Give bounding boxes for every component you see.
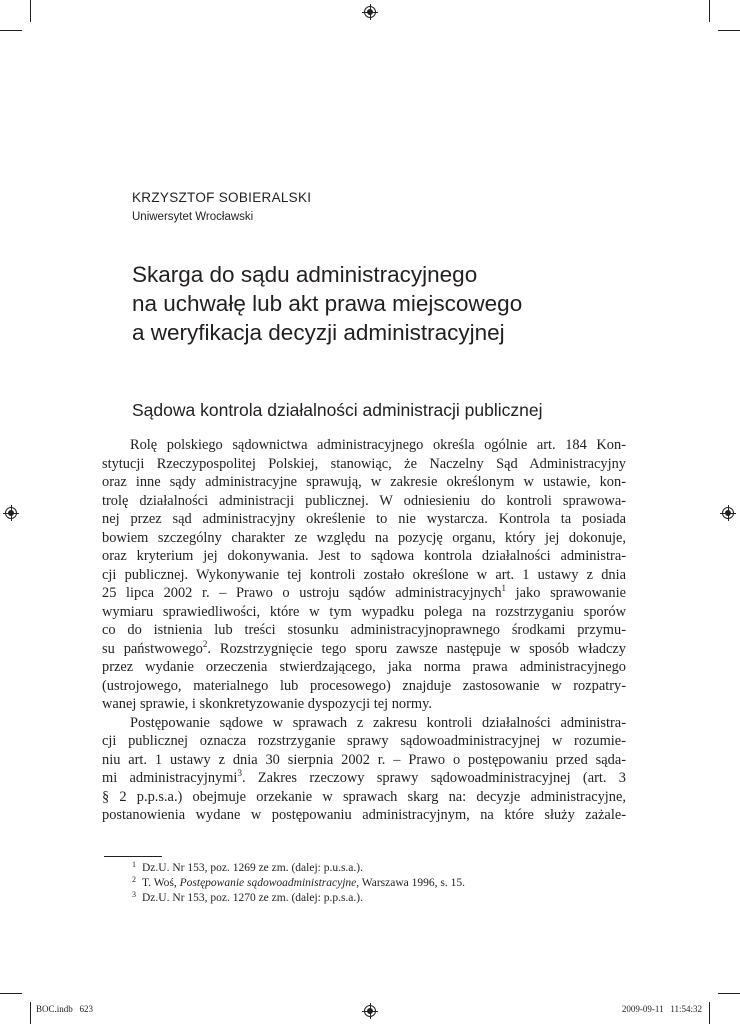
footnote-ref[interactable]: 2 bbox=[202, 638, 208, 649]
body-line: przez wydanie orzeczenia stwierdzającego, jaka norma prawa administracyjnego bbox=[102, 659, 626, 675]
body-line: (ustrojowego, materialnego lub procesowego) znajduje zastosowanie w rozpatry- bbox=[102, 677, 626, 694]
body-line: § 2 p.p.s.a.) obejmuje orzekanie w sprawach skarg na: decyzje administracyjne, bbox=[102, 788, 626, 805]
body-line: Postępowanie sądowe w sprawach z zakresu kontroli działalności administra- bbox=[130, 714, 626, 731]
article-title bbox=[132, 260, 522, 347]
title-line: a weryfikacja decyzji administracyjnej bbox=[132, 320, 505, 345]
slug-file: BOC.indb 623 bbox=[36, 1004, 94, 1014]
footnotes bbox=[132, 861, 465, 906]
body-line: postanowienia wydane w postępowaniu administracyjnym, na które służy zażale- bbox=[102, 807, 626, 823]
footnote bbox=[132, 876, 465, 891]
crop-mark bbox=[0, 30, 22, 31]
registration-mark-icon bbox=[722, 507, 734, 519]
body-line: wanej sprawie, i skonkretyzowanie dyspozycji tej normy. bbox=[102, 696, 432, 712]
title-line: na uchwałę lub akt prawa miejscowego bbox=[132, 291, 523, 316]
footnote-ref[interactable]: 3 bbox=[237, 768, 242, 778]
text-run: su państwowego bbox=[102, 640, 203, 657]
registration-mark-icon bbox=[364, 6, 376, 18]
footnote-text: Dz.U. Nr 153, poz. 1270 ze zm. (dalej: p.p.s.a.). bbox=[142, 892, 363, 904]
text-run: jako sprawowanie bbox=[506, 585, 626, 601]
author-name: KRZYSZTOF SOBIERALSKI bbox=[132, 190, 312, 205]
footnote-text: T. Woś, bbox=[142, 877, 180, 889]
text-run: mi administracyjnymi bbox=[102, 770, 238, 786]
footnote-ref[interactable]: 1 bbox=[501, 583, 507, 593]
text-run: . Rozstrzygnięcie tego sporu zawsze następuje w sposób władczy bbox=[207, 640, 626, 657]
body-line: Rolę polskiego sądownictwa administracyjnego określa ogólnie art. 184 Kon- bbox=[130, 437, 626, 453]
body-line: co do istnienia lub treści stosunku administracyjnoprawnego środkami przymu- bbox=[102, 622, 626, 638]
body-text bbox=[102, 436, 626, 825]
body-line bbox=[102, 640, 626, 659]
footnote-number: 3 bbox=[132, 890, 136, 899]
body-line: cji publicznej oznacza rozstrzyganie sprawy sądowoadministracyjnej w rozumie- bbox=[102, 733, 626, 749]
body-line: bowiem szczególny charakter ze względu na pozycję organu, który jej dokonuje, bbox=[102, 529, 626, 546]
crop-mark bbox=[0, 993, 22, 994]
crop-mark bbox=[30, 0, 31, 22]
footnote bbox=[132, 861, 465, 876]
footnote-number: 2 bbox=[132, 875, 136, 884]
body-line: oraz inne sądy administracyjne sprawują, w zakresie określonym w ustawie, kon- bbox=[102, 474, 626, 490]
text-run: 25 lipca 2002 r. – Prawo o ustroju sądów administracyjnych bbox=[102, 585, 502, 601]
footnote-book-title: Postępowanie sądowoadministracyjne, bbox=[179, 877, 360, 889]
body-line: cji publicznej. Wykonywanie tej kontroli zostało określone w art. 1 ustawy z dnia bbox=[102, 566, 626, 583]
body-line bbox=[102, 584, 626, 603]
footnote bbox=[132, 891, 465, 906]
body-line: oraz kryterium jej dokonywania. Jest to sądowa kontrola działalności administra- bbox=[102, 548, 626, 564]
body-line: nej przez sąd administracyjny określenie to nie wystarcza. Kontrola ta posiada bbox=[102, 511, 626, 527]
footnote-text: Dz.U. Nr 153, poz. 1269 ze zm. (dalej: p.u.s.a.). bbox=[142, 862, 363, 874]
author-affiliation: Uniwersytet Wrocławski bbox=[132, 211, 254, 223]
body-line bbox=[102, 769, 626, 788]
registration-mark-icon bbox=[5, 507, 17, 519]
slug-timestamp: 2009-09-11 11:54:32 bbox=[621, 1004, 702, 1014]
footnote-divider bbox=[104, 856, 162, 857]
crop-mark bbox=[709, 1002, 710, 1024]
crop-mark bbox=[30, 1002, 31, 1024]
footnote-text: Warszawa 1996, s. 15. bbox=[359, 877, 465, 889]
body-line: wymiaru sprawiedliwości, które w tym wypadku polega na rozstrzyganiu sporów bbox=[102, 603, 626, 620]
text-run: . Zakres rzeczowy sprawy sądowoadministracyjnej (art. 3 bbox=[241, 770, 626, 786]
body-line: stytucji Rzeczypospolitej Polskiej, stanowiąc, że Naczelny Sąd Administracyjny bbox=[102, 455, 626, 472]
section-heading: Sądowa kontrola działalności administracji publicznej bbox=[132, 400, 543, 420]
footnote-number: 1 bbox=[132, 860, 136, 869]
registration-mark-icon bbox=[364, 1005, 376, 1017]
body-line: niu art. 1 ustawy z dnia 30 sierpnia 2002 r. – Prawo o postępowaniu przed sąda- bbox=[102, 751, 626, 768]
crop-mark bbox=[718, 993, 740, 994]
crop-mark bbox=[718, 30, 740, 31]
title-line: Skarga do sądu administracyjnego bbox=[132, 262, 478, 287]
body-line: trolę działalności administracji publicznej. W odniesieniu do kontroli sprawowa- bbox=[102, 492, 626, 509]
crop-mark bbox=[709, 0, 710, 22]
